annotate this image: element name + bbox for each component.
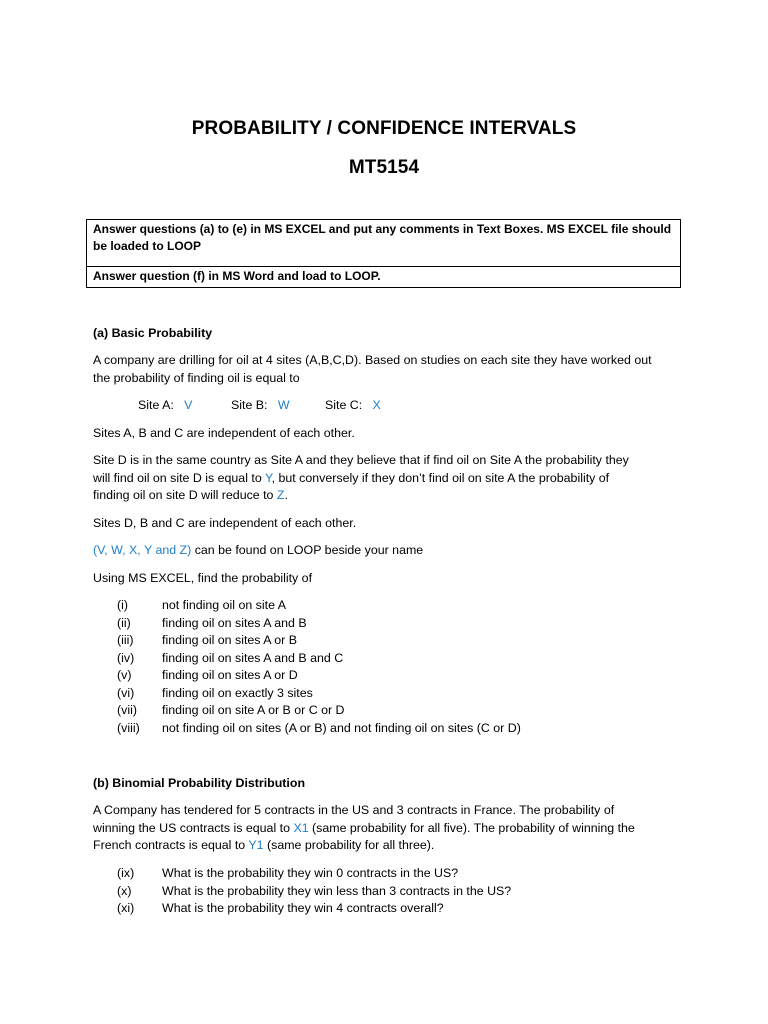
- site-b-value: W: [277, 398, 290, 412]
- variable-x1: X1: [293, 821, 309, 835]
- variable-y1: Y1: [248, 838, 264, 852]
- site-d-line2: will find oil on site D is equal to Y, but conversely if they don’t find oil on site A the probability of: [93, 471, 610, 485]
- instructions-table: [86, 219, 681, 288]
- site-c-value: X: [372, 398, 381, 412]
- document-title: PROBABILITY / CONFIDENCE INTERVALS: [191, 118, 577, 139]
- section-b-line3: French contracts is equal to Y1 (same probability for all three).: [93, 838, 435, 852]
- site-b-probability: [231, 398, 290, 412]
- section-a-heading: (a) Basic Probability: [93, 326, 213, 340]
- site-d-line1: Site D is in the same country as Site A and they believe that if find oil on Site A the probability they: [93, 453, 629, 467]
- site-c-label: Site C:: [325, 398, 363, 412]
- site-a-label: Site A:: [138, 398, 174, 412]
- site-c-probability: [325, 398, 381, 412]
- excel-prompt: Using MS EXCEL, find the probability of: [93, 571, 313, 585]
- site-b-label: Site B:: [231, 398, 268, 412]
- independence-statement-2: Sites D, B and C are independent of each other.: [93, 516, 357, 530]
- variable-z: Z: [276, 488, 285, 502]
- site-d-line3: finding oil on site D will reduce to Z.: [93, 488, 288, 502]
- instructions-row-excel: Answer questions (a) to (e) in MS EXCEL and put any comments in Text Boxes. MS EXCEL file should be loaded to LOOP: [87, 221, 680, 267]
- section-b-line2: winning the US contracts is equal to X1 (same probability for all five). The probability of winning the: [93, 821, 635, 835]
- independence-statement-1: Sites A, B and C are independent of each other.: [93, 426, 355, 440]
- site-a-probability: [138, 398, 192, 412]
- loop-variables: (V, W, X, Y and Z): [93, 543, 192, 557]
- course-code: MT5154: [348, 157, 420, 178]
- section-b-heading: (b) Binomial Probability Distribution: [93, 776, 306, 790]
- document-page: PROBABILITY / CONFIDENCE INTERVALS MT5154 Answer questions (a) to (e) in MS EXCEL and put any comments in Text Boxes. MS EXCEL file should be loaded to LOOP Answer question (f) in MS Word and load to LOOP. (a) Basic Probability A company are drilling for oil at 4 sites (A,B,C,D). Based on studies on each site they have worked out the probability of finding oil is equal to Site A: V Site B: W Site C: X Sites A, B and C are independent of each other. Site D is in the same country as Site A and they believe that if find oil on Site A the probability they will find oil on site D is equal to Y, but conversely if they don’t find oil on site A the probability of finding oil on site D will reduce to Z. Sites D, B and C are independent of each other. (V, W, X, Y and Z) can be found on LOOP beside your name Using MS EXCEL, find the probability of (i) not finding oil on site A (ii) finding oil on sites A and B (iii) finding oil on sites A or B (iv) finding oil on sites A and B and C (v) finding oil on sites A or D (vi) finding oil on exactly 3 sites (vii) finding oil on site A or B or C or D (viii) not finding oil on sites (A or B) and not finding oil on sites (C or D) (b) Binomial Probability Distribution A Company has tendered for 5 contracts in the US and 3 contracts in France. The probability of winning the US contracts is equal to X1 (same probability for all five). The probability of winning the French contracts is equal to Y1 (same probability for all three). (ix) What is the probability they win 0 contracts in the US? (x) What is the probability they win less than 3 contracts in the US? (xi) What is the probability they win 4 contracts overall?: [0, 0, 768, 1024]
- loop-variables-note: (V, W, X, Y and Z) can be found on LOOP beside your name: [93, 543, 424, 557]
- instructions-row-word: Answer question (f) in MS Word and load to LOOP.: [93, 269, 381, 283]
- section-a-intro-line1: A company are drilling for oil at 4 sites (A,B,C,D). Based on studies on each site they have worked out: [93, 353, 652, 367]
- section-a-intro-line2: the probability of finding oil is equal to: [93, 371, 300, 385]
- variable-y: Y: [264, 471, 272, 485]
- site-a-value: V: [184, 398, 193, 412]
- section-b-line1: A Company has tendered for 5 contracts in the US and 3 contracts in France. The probability of: [93, 803, 615, 817]
